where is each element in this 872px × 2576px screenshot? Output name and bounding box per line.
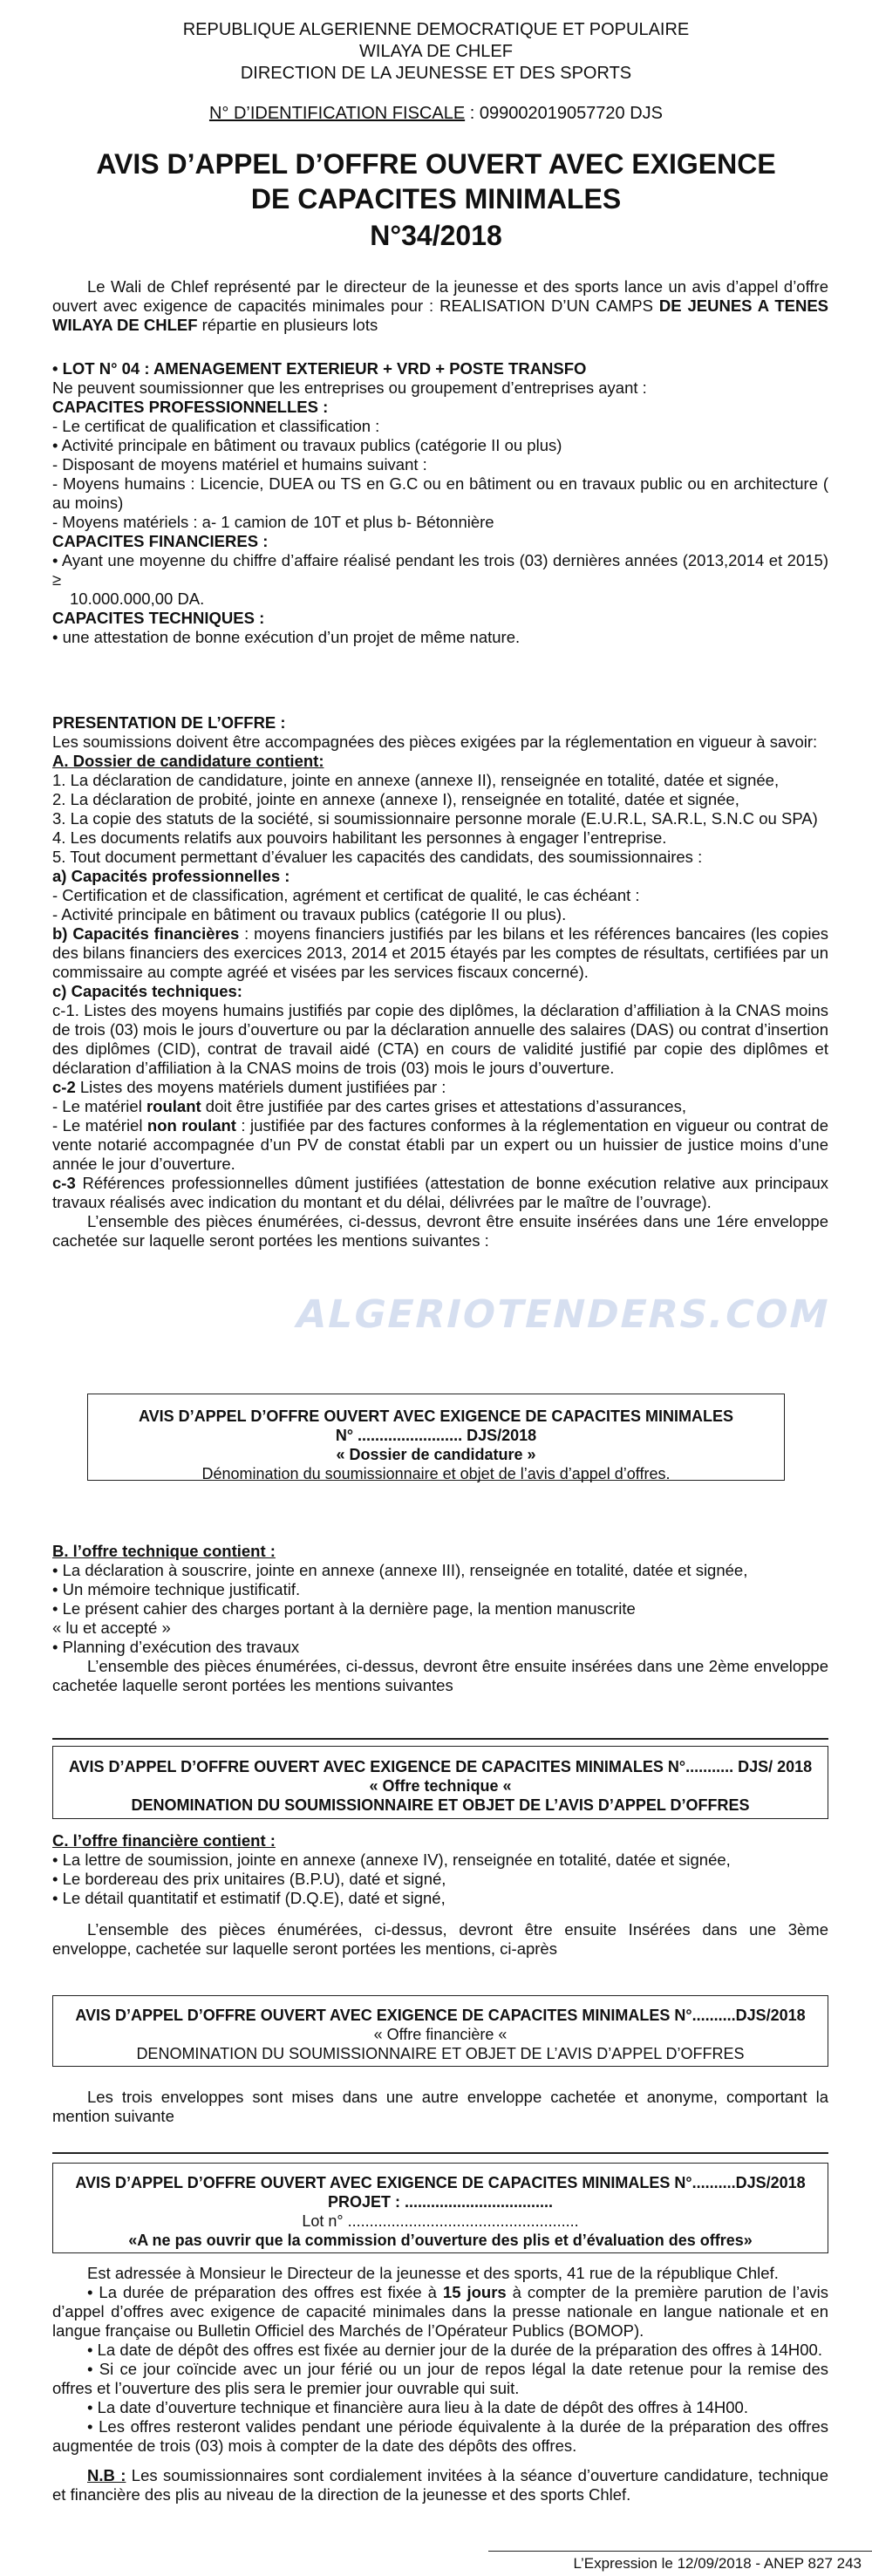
list-item: • Planning d’exécution des travaux bbox=[52, 1638, 300, 1656]
list-item: • La date d’ouverture technique et financière aura lieu à la date de dépôt des offres à 14H00. bbox=[87, 2398, 748, 2416]
box4-line-4: «A ne pas ouvrir que la commission d’ouverture des plis et d’évaluation des offres» bbox=[128, 2232, 753, 2249]
list-item: • Si ce jour coïncide avec un jour férié ou un jour de repos légal la date retenue pour la remise des offres et l’ouverture des plis sera le premier jour ouvrable qui suit. bbox=[52, 2360, 828, 2397]
three-envelopes-text bbox=[52, 2088, 828, 2126]
three-envelopes-paragraph: Les trois enveloppes sont mises dans une autre enveloppe cachetée et anonyme, comportant la mention suivante bbox=[52, 2088, 828, 2125]
box3-line-1: AVIS D’APPEL D’OFFRE OUVERT AVEC EXIGENCE DE CAPACITES MINIMALES N°..........DJS/2018 bbox=[75, 2007, 806, 2024]
fin-capacities-title: CAPACITES FINANCIERES : bbox=[52, 532, 269, 550]
financial-offer-title: C. l’offre financière contient : bbox=[52, 1831, 276, 1850]
c2a-paragraph bbox=[52, 1097, 828, 1116]
header-direction: DIRECTION DE LA JEUNESSE ET DES SPORTS bbox=[240, 64, 632, 83]
fiscal-id-value: : 099002019057720 DJS bbox=[469, 104, 664, 123]
c1-paragraph: c-1. Listes des moyens humains justifiés par copie des diplômes, la déclaration d’affiliation à la CNAS moins de trois (03) mois le jours d’ouverture ou par la déclaration annuelle des salaires (DAS) ou contrat d’insertion des diplômes (CID), contrat de travail aidé (CTA) en cours de validité justifié par copie des diplômes et déclaration d’affiliation à la CNAS moins de trois (03) mois le jours d’ouverture. bbox=[52, 1001, 828, 1077]
final-list bbox=[52, 2341, 828, 2456]
fiscal-id bbox=[0, 103, 872, 125]
lot-title: • LOT N° 04 : AMENAGEMENT EXTERIEUR + VRD + POSTE TRANSFO bbox=[52, 359, 587, 378]
list-item: 5. Tout document permettant d’évaluer les capacités des candidats, des soumissionnaires : bbox=[52, 848, 703, 866]
list-item: 2. La déclaration de probité, jointe en annexe (annexe I), renseignée en totalité, datée et signée, bbox=[52, 790, 739, 808]
list-item: - Moyens humains : Licencie, DUEA ou TS en G.C ou en bâtiment ou en travaux public ou en architecture ( au moins) bbox=[52, 474, 828, 512]
c2a-bold: roulant bbox=[146, 1097, 201, 1115]
presentation-intro: Les soumissions doivent être accompagnées des pièces exigées par la réglementation en vigueur à savoir: bbox=[52, 733, 818, 751]
divider bbox=[52, 1738, 828, 1740]
presentation-section bbox=[52, 713, 828, 1251]
list-item: • La lettre de soumission, jointe en annexe (annexe IV), renseignée en totalité, datée et signée, bbox=[52, 1850, 731, 1869]
fin-capacities-desc: : moyens financiers justifiés par les bilans et les références bancaires (les copies des bilans financiers des exercices 2013, 2014 et 2015 étayés par les comptes de résultats, certifiées par un commissaire au compte agréé et visées par les services fiscaux concerné). bbox=[52, 924, 828, 981]
list-item: 3. La copie des statuts de la société, si soumissionnaire personne morale (E.U.R.L, SA.R.L, S.N.C ou SPA) bbox=[52, 809, 818, 828]
list-item: « lu et accepté » bbox=[52, 1619, 171, 1637]
nb-paragraph bbox=[52, 2466, 828, 2504]
duration-pre: • La durée de préparation des offres est fixée à bbox=[87, 2283, 443, 2301]
technical-offer-title: B. l’offre technique contient : bbox=[52, 1542, 276, 1560]
list-item: • Le présent cahier des charges portant à la dernière page, la mention manuscrite bbox=[52, 1599, 636, 1618]
c2b-post: : justifiée par des factures conformes à la réglementation en vigueur ou contrat de vente notarié accompagnée d’un PV de constat établi par un expert ou un huissier de justice moins d’une année le jour d’ouverture. bbox=[52, 1116, 828, 1173]
envelope-1-text: L’ensemble des pièces énumérées, ci-dessus, devront être ensuite insérées dans une 1ére enveloppe cachetée sur laquelle seront portées les mentions suivantes : bbox=[52, 1212, 828, 1250]
list-item: 4. Les documents relatifs aux pouvoirs habilitant les personnes à engager l’entreprise. bbox=[52, 828, 667, 847]
header-republic: REPUBLIQUE ALGERIENNE DEMOCRATIQUE ET POPULAIRE bbox=[182, 20, 690, 39]
list-item: - Activité principale en bâtiment ou travaux publics (catégorie II ou plus). bbox=[52, 905, 567, 923]
c3-paragraph bbox=[52, 1174, 828, 1212]
c2b-paragraph bbox=[52, 1116, 828, 1174]
box2-line-2: « Offre technique « bbox=[369, 1777, 512, 1795]
list-item: - Le certificat de qualification et classification : bbox=[52, 417, 380, 435]
box3-line-3: DENOMINATION DU SOUMISSIONNAIRE ET OBJET DE L’AVIS D’APPEL D’OFFRES bbox=[136, 2045, 745, 2062]
fin-capacities-text: • Ayant une moyenne du chiffre d’affaire réalisé pendant les trois (03) dernières années (2013,2014 et 2015) ≥ bbox=[52, 551, 828, 589]
box4-line-1: AVIS D’APPEL D’OFFRE OUVERT AVEC EXIGENCE DE CAPACITES MINIMALES N°..........DJS/2018 bbox=[75, 2174, 806, 2191]
envelope-2-box bbox=[52, 1746, 828, 1819]
tech-capacities-subtitle: c) Capacités techniques: bbox=[52, 982, 242, 1000]
candidature-list bbox=[52, 771, 828, 867]
box1-line-2: N° ........................ DJS/2018 bbox=[335, 1427, 537, 1444]
c2-label: c-2 bbox=[52, 1078, 76, 1096]
c3-label: c-3 bbox=[52, 1174, 76, 1192]
box1-line-3: « Dossier de candidature » bbox=[336, 1446, 536, 1463]
list-item: - Disposant de moyens matériel et humains suivant : bbox=[52, 455, 427, 474]
lot-section bbox=[52, 359, 828, 647]
outer-envelope-box bbox=[52, 2163, 828, 2253]
list-item: - Moyens matériels : a- 1 camion de 10T et plus b- Bétonnière bbox=[52, 513, 494, 531]
prof-capacities-sublist bbox=[52, 886, 828, 924]
envelope-3-box bbox=[52, 1995, 828, 2067]
watermark: ALGERIOTENDERS.COM bbox=[291, 1292, 835, 1337]
envelope-2-text: L’ensemble des pièces énumérées, ci-dessus, devront être ensuite insérées dans une 2ème enveloppe cachetée laquelle seront portées les mentions suivantes bbox=[52, 1657, 828, 1694]
publication-footer: L’Expression le 12/09/2018 - ANEP 827 243 bbox=[488, 2551, 872, 2575]
divider bbox=[52, 2152, 828, 2154]
list-item: - Certification et de classification, agrément et certificat de qualité, le cas échéant : bbox=[52, 886, 640, 904]
envelope-3-text: L’ensemble des pièces énumérées, ci-dessus, devront être ensuite Insérées dans une 3ème enveloppe, cachetée sur laquelle seront portées les mentions, ci-après bbox=[52, 1920, 828, 1958]
title-line-1: AVIS D’APPEL D’OFFRE OUVERT AVEC EXIGENCE bbox=[96, 148, 776, 180]
c2a-post: doit être justifiée par des cartes grises et attestations d’assurances, bbox=[201, 1097, 686, 1115]
fiscal-id-label: N° D’IDENTIFICATION FISCALE bbox=[208, 104, 466, 123]
financial-offer-section bbox=[52, 1831, 828, 1959]
nb-label: N.B : bbox=[87, 2466, 126, 2484]
box4-line-2: PROJET : .................................. bbox=[327, 2193, 554, 2211]
tech-capacities-title: CAPACITES TECHNIQUES : bbox=[52, 609, 265, 627]
duration-text bbox=[52, 2283, 828, 2341]
prof-capacities-list bbox=[52, 417, 828, 532]
c2b-bold: non roulant bbox=[146, 1116, 236, 1135]
fin-capacities-paragraph bbox=[52, 924, 828, 982]
duration-days: 15 jours bbox=[442, 2283, 507, 2301]
eligibility-text: Ne peuvent soumissionner que les entreprises ou groupement d’entreprises ayant : bbox=[52, 378, 647, 397]
list-item: • Le détail quantitatif et estimatif (D.Q.E), daté et signé, bbox=[52, 1889, 446, 1907]
c3-text: Références professionnelles dûment justifiées (attestation de bonne exécution relative aux principaux travaux réalisés avec indication du montant et du délai, délivrées par le maître de l’ouvrage). bbox=[52, 1174, 828, 1211]
prof-capacities-title: CAPACITES PROFESSIONNELLES : bbox=[52, 398, 329, 416]
title-number: N°34/2018 bbox=[370, 220, 502, 251]
candidature-title: A. Dossier de candidature contient: bbox=[52, 752, 324, 770]
technical-offer-list bbox=[52, 1561, 828, 1657]
box4-line-3: Lot n° ..................................................... bbox=[302, 2212, 579, 2230]
list-item: • Le bordereau des prix unitaires (B.P.U), daté et signé, bbox=[52, 1870, 446, 1888]
spacer bbox=[52, 2456, 828, 2466]
list-item: • Activité principale en bâtiment ou travaux publics (catégorie II ou plus) bbox=[52, 436, 562, 454]
envelope-1-box bbox=[87, 1394, 785, 1481]
presentation-title: PRESENTATION DE L’OFFRE : bbox=[52, 713, 286, 732]
fin-capacities-label: b) Capacités financières bbox=[52, 924, 240, 943]
c2-text: Listes des moyens matériels dument justifiées par : bbox=[75, 1078, 446, 1096]
intro-paragraph bbox=[52, 277, 828, 335]
box3-line-2: « Offre financière « bbox=[373, 2026, 508, 2043]
box2-line-1: AVIS D’APPEL D’OFFRE OUVERT AVEC EXIGENCE DE CAPACITES MINIMALES N°........... DJS/ 2018 bbox=[68, 1758, 813, 1775]
intro-project: DE JEUNES A TENES WILAYA DE CHLEF bbox=[52, 296, 829, 334]
box1-line-4: Dénomination du soumissionnaire et objet de l’avis d’appel d’offres. bbox=[201, 1465, 671, 1482]
fin-capacities-amount: 10.000.000,00 DA. bbox=[70, 589, 205, 608]
address-text: Est adressée à Monsieur le Directeur de la jeunesse et des sports, 41 rue de la république Chlef. bbox=[87, 2264, 779, 2282]
intro-text: Le Wali de Chlef représenté par le directeur de la jeunesse et des sports lance un avis d’appel d’offre ouvert avec exigence de capacités minimales pour : REALISATION D’UN CAMPS bbox=[52, 277, 828, 315]
box1-line-1: AVIS D’APPEL D’OFFRE OUVERT AVEC EXIGENCE DE CAPACITES MINIMALES bbox=[138, 1407, 734, 1425]
c2a-pre: - Le matériel bbox=[52, 1097, 146, 1115]
list-item: • La déclaration à souscrire, jointe en annexe (annexe III), renseignée en totalité, datée et signée, bbox=[52, 1561, 748, 1579]
list-item: • Les offres resteront valides pendant une période équivalente à la durée de la préparation des offres augmentée de trois (03) mois à compter de la date des dépôts des offres. bbox=[52, 2417, 828, 2455]
list-item: • La date de dépôt des offres est fixée au dernier jour de la durée de la préparation des offres à 14H00. bbox=[87, 2341, 822, 2359]
list-item: • Un mémoire technique justificatif. bbox=[52, 1580, 301, 1598]
tech-capacities-text: • une attestation de bonne exécution d’un projet de même nature. bbox=[52, 628, 521, 646]
prof-capacities-subtitle: a) Capacités professionnelles : bbox=[52, 867, 290, 885]
technical-offer-section bbox=[52, 1542, 828, 1695]
box2-line-3: DENOMINATION DU SOUMISSIONNAIRE ET OBJET DE L’AVIS D’APPEL D’OFFRES bbox=[131, 1796, 750, 1814]
c2-paragraph bbox=[52, 1078, 828, 1097]
spacer bbox=[52, 1908, 828, 1920]
financial-offer-list bbox=[52, 1850, 828, 1908]
intro-text-end: répartie en plusieurs lots bbox=[197, 316, 378, 334]
c2b-pre: - Le matériel bbox=[52, 1116, 147, 1135]
list-item: 1. La déclaration de candidature, jointe en annexe (annexe II), renseignée en totalité, datée et signée, bbox=[52, 771, 780, 789]
final-section bbox=[52, 2264, 828, 2504]
duration-post: à compter de la première parution de l’avis d’appel d’offres avec exigence de capacité minimales dans la presse nationale en langue nationale et en langue française ou Bulletin Officiel des Marchés de l’Opérateur Publics (BOMOP). bbox=[52, 2283, 828, 2340]
nb-text: Les soumissionnaires sont cordialement invitées à la séance d’ouverture candidature, technique et financière des plis au niveau de la direction de la jeunesse et des sports Chlef. bbox=[52, 2466, 828, 2504]
header-wilaya: WILAYA DE CHLEF bbox=[359, 42, 513, 61]
title-line-2: DE CAPACITES MINIMALES bbox=[250, 183, 622, 215]
